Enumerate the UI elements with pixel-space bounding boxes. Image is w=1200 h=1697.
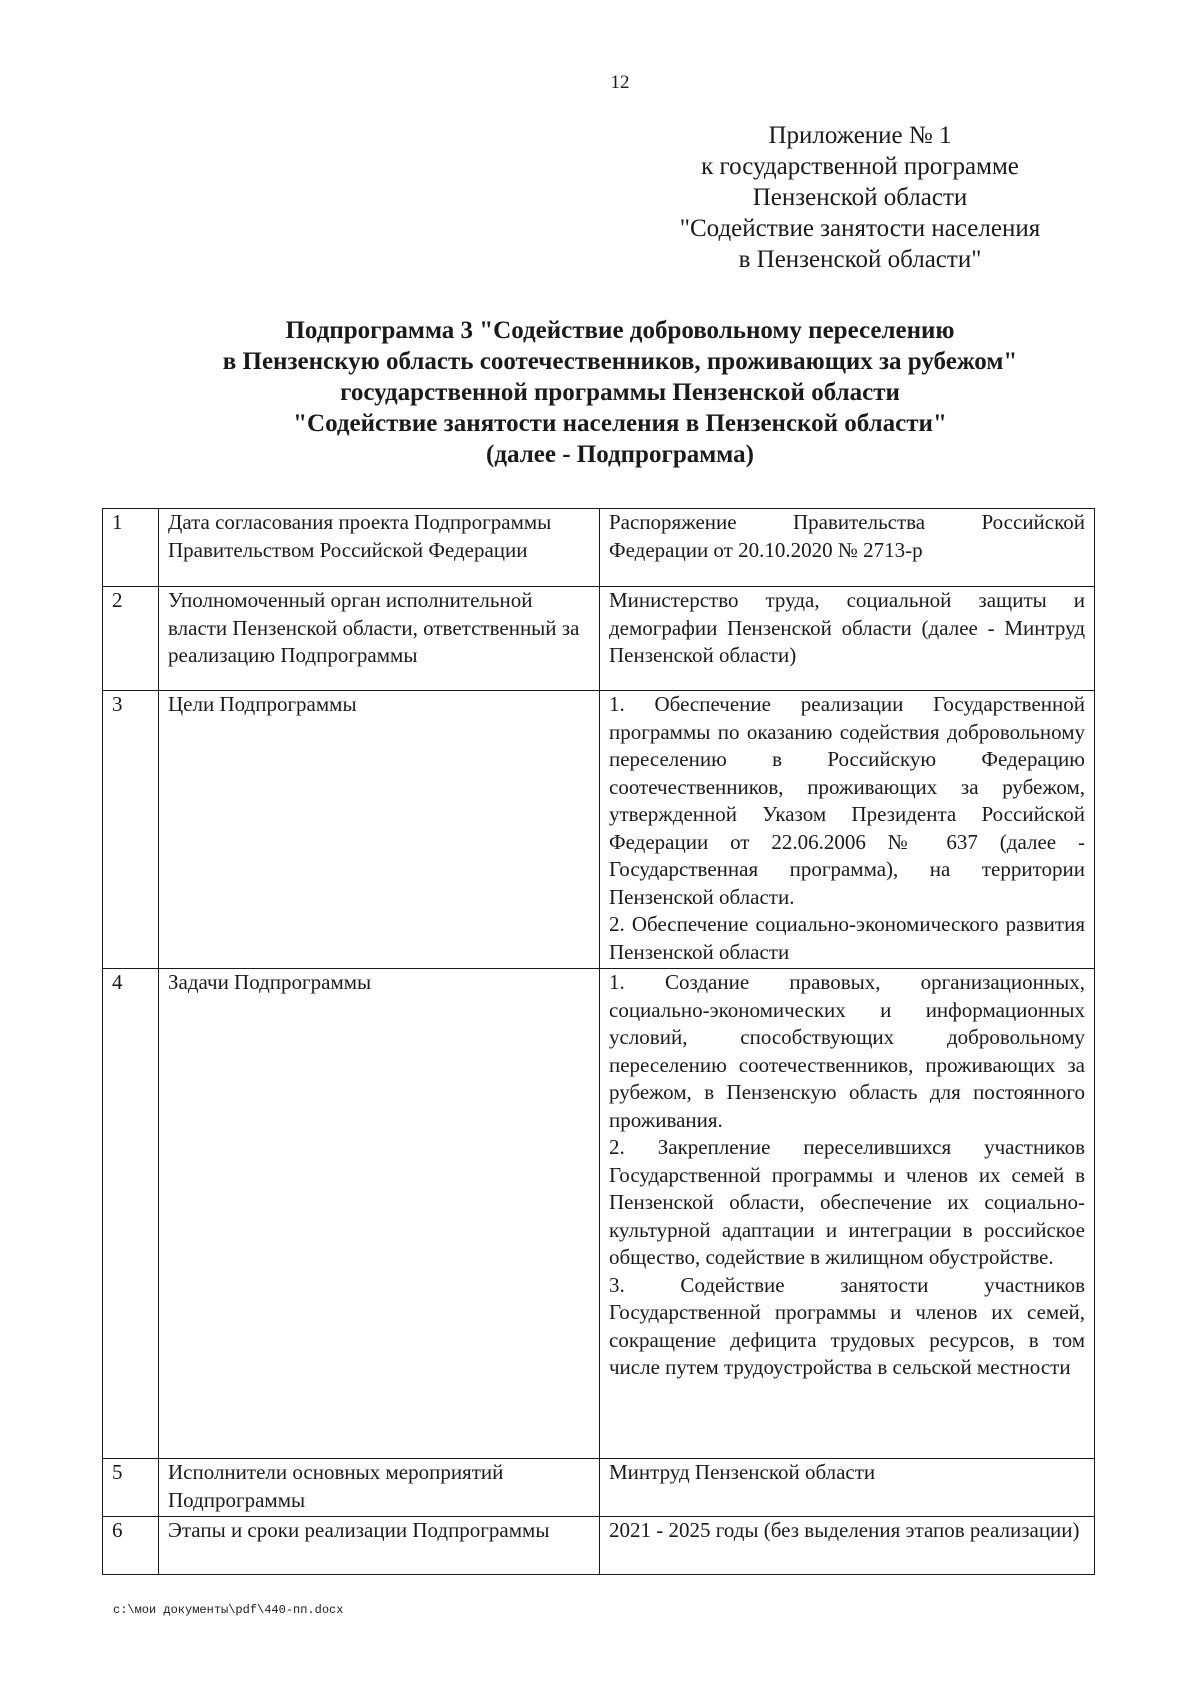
value-paragraph: Министерство труда, социальной защиты и демографии Пензенской области (далее - Минтруд Пензенской области) [609, 588, 1085, 667]
subprogram-title [100, 315, 1140, 470]
row-value [600, 587, 1095, 691]
row-number: 6 [103, 1517, 159, 1575]
row-parameter: Уполномоченный орган исполнительной власти Пензенской области, ответственный за реализацию Подпрограммы [159, 587, 600, 691]
value-paragraph: Минтруд Пензенской области [609, 1460, 876, 1484]
file-path-footer: c:\мои документы\pdf\440-пп.docx [113, 1603, 344, 1617]
table-row [103, 509, 1095, 587]
table-row [103, 1459, 1095, 1517]
row-value [600, 969, 1095, 1459]
row-number: 2 [103, 587, 159, 691]
table-row [103, 1517, 1095, 1575]
value-paragraph: 2. Обеспечение социально-экономического развития Пензенской области [609, 912, 1085, 964]
appendix-line: Приложение № 1 [768, 122, 952, 149]
title-line: государственной программы Пензенской области [340, 379, 900, 406]
title-line: в Пензенскую область соотечественников, проживающих за рубежом" [222, 348, 1018, 375]
table-row [103, 587, 1095, 691]
appendix-header [600, 120, 1120, 275]
row-value [600, 691, 1095, 969]
row-parameter: Цели Подпрограммы [159, 691, 600, 969]
row-parameter: Задачи Подпрограммы [159, 969, 600, 1459]
appendix-line: Пензенской области [752, 184, 968, 211]
value-paragraph: Распоряжение Правительства Российской Федерации от 20.10.2020 № 2713-р [609, 510, 1085, 562]
row-number: 1 [103, 509, 159, 587]
subprogram-passport-table [102, 508, 1095, 1575]
appendix-line: к государственной программе [701, 153, 1019, 180]
row-number: 4 [103, 969, 159, 1459]
row-number: 5 [103, 1459, 159, 1517]
title-line: (далее - Подпрограмма) [486, 441, 754, 468]
row-number: 3 [103, 691, 159, 969]
row-value [600, 1517, 1095, 1575]
row-parameter: Исполнители основных мероприятий Подпрограммы [159, 1459, 600, 1517]
table-row [103, 691, 1095, 969]
row-value [600, 1459, 1095, 1517]
title-line: Подпрограмма 3 "Содействие добровольному переселению [285, 317, 955, 344]
table-row [103, 969, 1095, 1459]
row-parameter: Дата согласования проекта Подпрограммы Правительством Российской Федерации [159, 509, 600, 587]
row-value [600, 509, 1095, 587]
appendix-line: в Пензенской области" [738, 246, 982, 273]
page-number: 12 [610, 72, 630, 93]
value-paragraph: 3. Содействие занятости участников Государственной программы и членов их семей, сокращение дефицита трудовых ресурсов, в том числе путем трудоустройства в сельской местности [609, 1272, 1085, 1379]
title-line: "Содействие занятости населения в Пензенской области" [293, 410, 947, 437]
appendix-line: "Содействие занятости населения [679, 215, 1041, 242]
value-paragraph: 1. Обеспечение реализации Государственной программы по оказанию содействия добровольному переселению в Российскую Федерацию соотечественников, проживающих за рубежом, утвержденной Указом Президента Российской Федерации от 22.06.2006 № 637 (далее - Государственная программа), на территории Пензенской области. [609, 692, 1085, 909]
value-paragraph: 1. Создание правовых, организационных, социально-экономических и информационных условий, способствующих добровольному переселению соотечественников, проживающих за рубежом, в Пензенскую область для постоянного проживания. [609, 970, 1085, 1132]
value-paragraph: 2. Закрепление переселившихся участников Государственной программы и членов их семей в Пензенской области, обеспечение их социально-культурной адаптации и интеграции в российское общество, содействие в жилищном обустройстве. [609, 1135, 1085, 1269]
value-paragraph: 2021 - 2025 годы (без выделения этапов реализации) [609, 1518, 1080, 1542]
row-parameter: Этапы и сроки реализации Подпрограммы [159, 1517, 600, 1575]
